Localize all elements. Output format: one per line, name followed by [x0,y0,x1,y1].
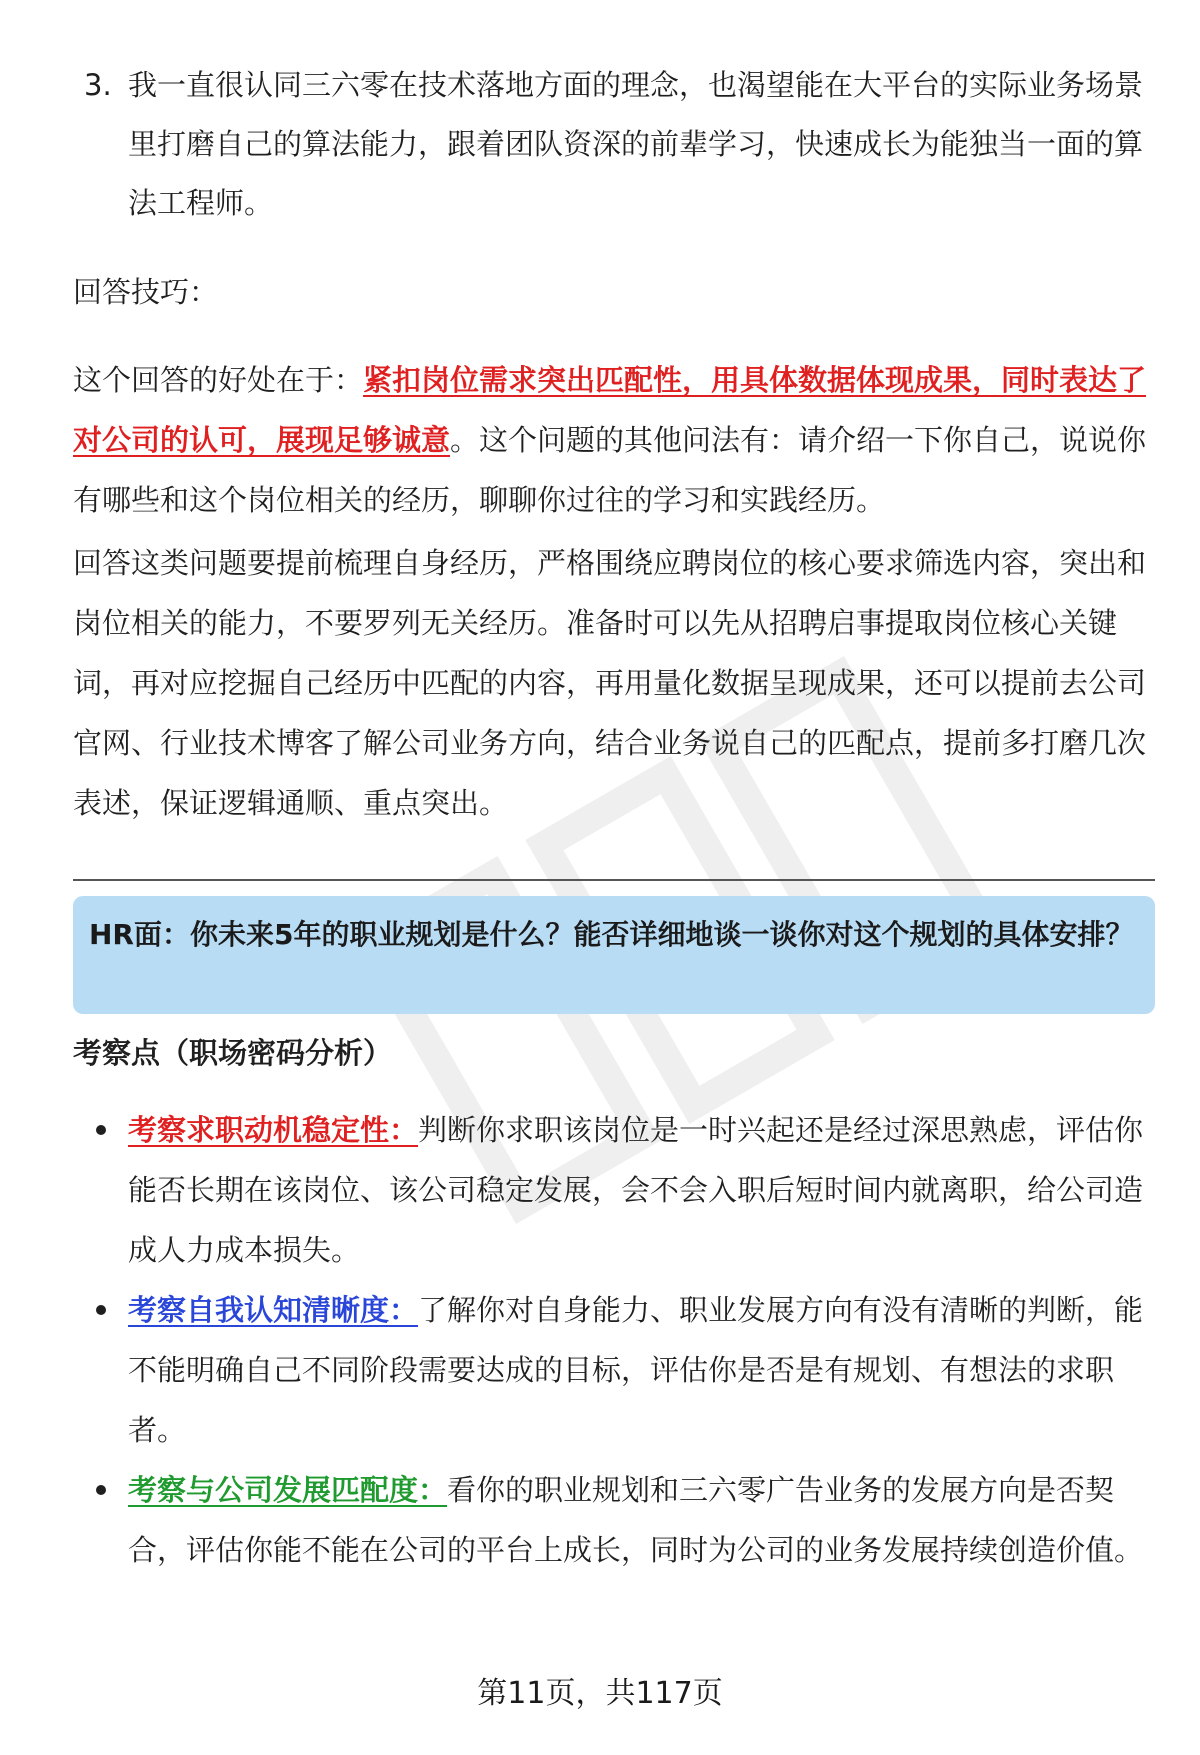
tips-label: 回答技巧： [73,275,219,309]
tips-intro: 这个回答的好处在于： [73,363,364,397]
advice-paragraph: 回答这类问题要提前梳理自身经历，严格围绕应聘岗位的核心要求筛选内容，突出和岗位相关的能力，不要罗列无关经历。准备时可以先从招聘启事提取岗位核心关键词，再对应挖掘自己经历中匹配的内容，再用量化数据呈现成果，还可以提前去公司官网、行业技术博客了解公司业务方向，结合业务说自己的匹配点，提前多打磨几次表述，保证逻辑通顺、重点突出。 [73,546,1147,820]
question-box [73,896,1155,1014]
question-text: HR面：你未来5年的职业规划是什么？能否详细地谈一谈你对这个规划的具体安排？ [89,918,1134,951]
keyword-motivation: 考察求职动机稳定性： [128,1113,419,1147]
list-item [94,1100,1154,1280]
bullet-dot-icon [96,1125,106,1135]
item-description: 判断你求职该岗位是一时兴起还是经过深思熟虑，评估你能否长期在该岗位、该公司稳定发展，会不会入职后短时间内就离职，给公司造成人力成本损失。 [128,1113,1144,1267]
tips-after: 。这个问题的其他问法有：请介绍一下你自己，说说你有哪些和这个岗位相关的经历，聊聊你过往的学习和实践经历。 [73,423,1147,517]
bullet-dot-icon [96,1485,106,1495]
item-description: 了解你对自身能力、职业发展方向有没有清晰的判断，能不能明确自己不同阶段需要达成的目标，评估你是否是有规划、有想法的求职者。 [128,1293,1144,1447]
numbered-answer-item [84,56,1144,233]
analysis-title: 考察点（职场密码分析） [73,1036,393,1070]
item-number: 3. [84,68,112,102]
keyword-self-awareness: 考察自我认知清晰度： [128,1293,419,1327]
tips-paragraph [73,350,1148,530]
list-item [94,1280,1154,1460]
bullet-dot-icon [96,1305,106,1315]
item-description: 看你的职业规划和三六零广告业务的发展方向是否契合，评估你能不能在公司的平台上成长，同时为公司的业务发展持续创造价值。 [128,1473,1144,1567]
page-number: 第11页，共117页 [477,1676,723,1711]
item-text: 我一直很认同三六零在技术落地方面的理念，也渴望能在大平台的实际业务场景里打磨自己的算法能力，跟着团队资深的前辈学习，快速成长为能独当一面的算法工程师。 [128,68,1144,220]
section-divider [73,879,1155,881]
keyword-company-fit: 考察与公司发展匹配度： [128,1473,448,1507]
list-item [94,1460,1154,1580]
tips-highlight: 紧扣岗位需求突出匹配性，用具体数据体现成果，同时表达了对公司的认可，展现足够诚意 [73,363,1147,457]
analysis-list [94,1100,1154,1580]
